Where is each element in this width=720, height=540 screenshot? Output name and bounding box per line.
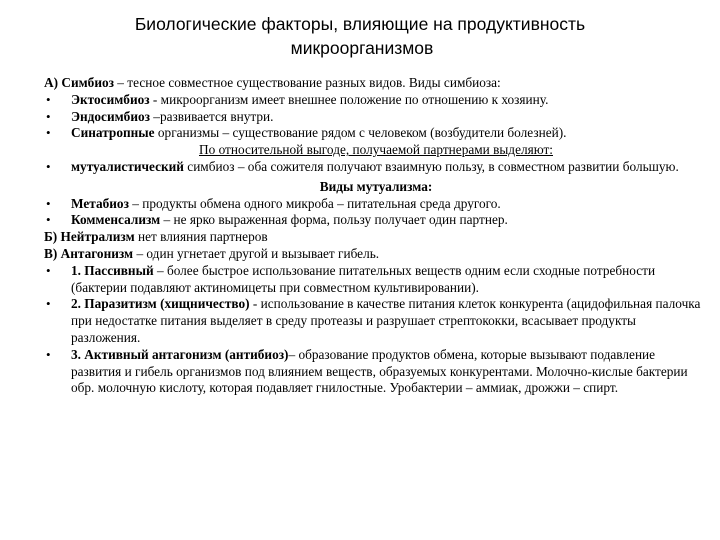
definition: –развивается внутри. (149, 108, 274, 124)
slide-body (44, 75, 708, 397)
bullet-icon: • (46, 212, 51, 228)
term: Комменсализм (71, 212, 161, 228)
list-item (44, 159, 708, 176)
term: 1. Пассивный (71, 262, 154, 278)
bullet-icon: • (46, 262, 51, 278)
bullet-icon: • (46, 195, 51, 211)
bullet-icon: • (46, 346, 51, 362)
definition: – образование продуктов обмена, которые вызывают подавление развития и гибель организмов под влиянием веществ, образуемых конкурентами. Молочно-кислые бактерии обр. молочную кислоту, которая подавляет гнилостные. Уробактерии – аммиак, дрожжи – спирт. (71, 346, 688, 396)
bullet-icon: • (46, 91, 51, 107)
definition: – продукты обмена одного микроба – питательная среда другого. (128, 195, 501, 211)
term: Эндосимбиоз (71, 108, 150, 124)
neutralism-text: нет влияния партнеров (134, 229, 268, 245)
title-line-2: микроорганизмов (290, 38, 434, 58)
list-item (44, 212, 708, 229)
term: мутуалистический (71, 158, 184, 174)
symbiosis-text: – тесное совместное существование разных видов. Виды симбиоза: (113, 75, 501, 90)
definition: организмы – существование рядом с человеком (возбудители болезней). (154, 125, 567, 141)
definition: - микроорганизм имеет внешнее положение по отношению к хозяину. (149, 91, 549, 107)
list-item (44, 125, 708, 142)
definition: – не ярко выраженная форма, пользу получает один партнер. (160, 212, 508, 228)
mutualism-heading-text: Виды мутуализма: (319, 178, 433, 194)
list-item (44, 196, 708, 213)
list-item (44, 263, 708, 297)
list-item (44, 296, 708, 346)
antagonism-label: В) Антагонизм (44, 245, 134, 261)
list-item (44, 109, 708, 126)
term: Синатропные (71, 125, 155, 141)
definition: – более быстрое использование питательных веществ одним если сходные потребности (бактерии подавляют актиномицеты при совместном культивировании). (71, 262, 656, 295)
term: 2. Паразитизм (хищничество) (71, 296, 250, 312)
bullet-icon: • (46, 108, 51, 124)
symbiosis-intro (44, 75, 708, 92)
antagonism-line (44, 246, 708, 263)
term: 3. Активный антагонизм (антибиоз) (71, 346, 289, 362)
neutralism-label: Б) Нейтрализм (44, 229, 135, 245)
slide-title (60, 12, 660, 60)
bullet-icon: • (46, 125, 51, 141)
definition: - использование в качестве питания клеток конкурента (ацидофильная палочка при недостатке питания выделяет в среду протеазы и разрушает стрептококки, всасывает продукты разложения. (71, 296, 701, 345)
title-line-1: Биологические факторы, влияющие на продуктивность (134, 14, 586, 34)
benefit-heading: По относительной выгоде, получаемой партнерами выделяют: (199, 142, 553, 158)
list-item (44, 347, 708, 397)
symbiosis-label: А) Симбиоз (44, 75, 114, 90)
bullet-icon: • (46, 296, 51, 312)
term: Эктосимбиоз (71, 91, 150, 107)
term: Метабиоз (71, 195, 129, 211)
mutualism-heading (44, 179, 708, 196)
list-item (44, 92, 708, 109)
definition: симбиоз – оба сожителя получают взаимную пользу, в совместном развитии большую. (183, 158, 679, 174)
bullet-icon: • (46, 158, 51, 174)
antagonism-text: – один угнетает другой и вызывает гибель. (133, 245, 380, 261)
neutralism-line (44, 229, 708, 246)
